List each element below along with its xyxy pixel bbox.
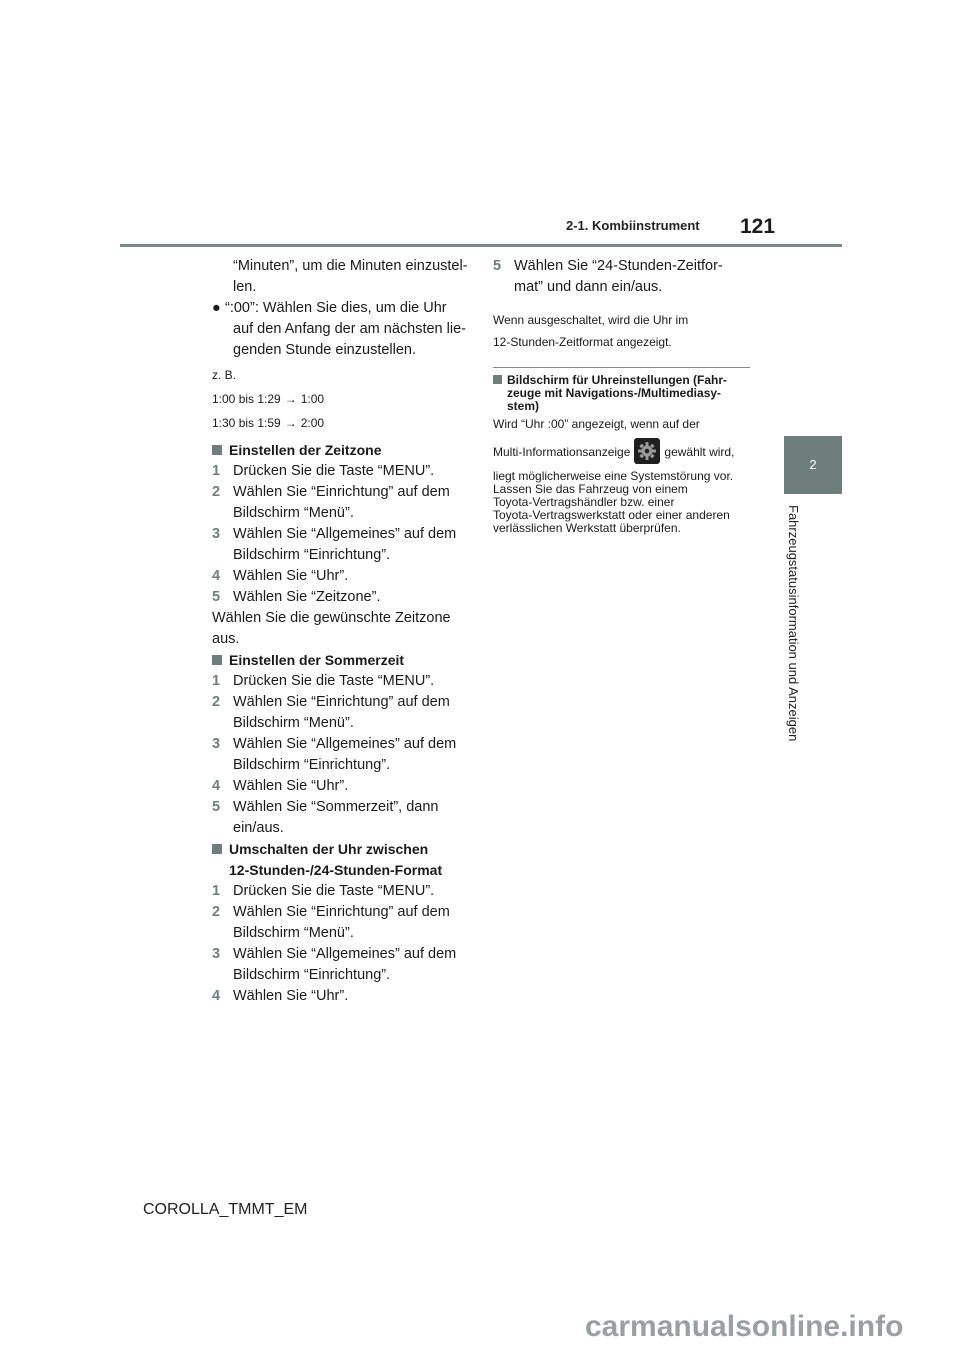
step: 2 Wählen Sie “Einrichtung” auf dem bbox=[212, 484, 450, 500]
step: 3 Wählen Sie “Allgemeines” auf dem bbox=[212, 736, 457, 752]
gear-icon bbox=[634, 438, 660, 464]
info-text: Multi-Informationsanzeige gewählt wird, bbox=[493, 439, 753, 466]
example-label: z. B. bbox=[212, 368, 237, 382]
step-line: Bildschirm “Menü”. bbox=[233, 925, 354, 941]
info-text: Wird “Uhr :00” angezeigt, wenn auf der bbox=[493, 417, 700, 431]
chapter-number: 2 bbox=[809, 457, 817, 472]
step-line: Bildschirm “Einrichtung”. bbox=[233, 757, 391, 773]
step: 1 Drücken Sie die Taste “MENU”. bbox=[212, 883, 435, 899]
left-column bbox=[212, 256, 482, 1007]
step-line: Bildschirm “Einrichtung”. bbox=[233, 547, 391, 563]
step-line: Bildschirm “Menü”. bbox=[233, 505, 354, 521]
step: 4 Wählen Sie “Uhr”. bbox=[212, 988, 349, 1004]
step: 4 Wählen Sie “Uhr”. bbox=[212, 568, 349, 584]
example-row: 1:00 bis 1:29 → 1:00 bbox=[212, 392, 325, 406]
bullet-item: ● “:00”: Wählen Sie dies, um die Uhr bbox=[212, 298, 482, 319]
page-number: 121 bbox=[740, 215, 776, 238]
info-box-title-line: stem) bbox=[507, 399, 540, 413]
step: 3 Wählen Sie “Allgemeines” auf dem bbox=[212, 526, 457, 542]
step: 4 Wählen Sie “Uhr”. bbox=[212, 778, 349, 794]
info-box bbox=[493, 374, 753, 535]
section-heading: Einstellen der Sommerzeit bbox=[212, 650, 482, 671]
square-bullet-icon bbox=[212, 655, 222, 665]
info-text: Toyota-Vertragswerkstatt oder einer anderen bbox=[493, 507, 730, 522]
arrow-right-icon: → bbox=[284, 392, 297, 406]
step-line: Bildschirm “Menü”. bbox=[233, 715, 354, 731]
model-code: COROLLA_TMMT_EM bbox=[143, 1201, 308, 1218]
intro-line: “Minuten”, um die Minuten einzustel- bbox=[233, 258, 468, 274]
example-row: 1:30 bis 1:59 → 2:00 bbox=[212, 416, 325, 430]
bullet-line: auf den Anfang der am nächsten lie- bbox=[233, 321, 466, 337]
info-text: liegt möglicherweise eine Systemstörung vor. bbox=[493, 468, 734, 483]
step: 2 Wählen Sie “Einrichtung” auf dem bbox=[212, 694, 450, 710]
step-line: Bildschirm “Einrichtung”. bbox=[233, 967, 391, 983]
chapter-title: Fahrzeugstatusinformation und Anzeigen bbox=[786, 505, 801, 742]
note-line: aus. bbox=[212, 631, 240, 647]
section-heading: Einstellen der Zeitzone bbox=[212, 440, 482, 461]
section-heading: Umschalten der Uhr zwischen bbox=[212, 839, 482, 860]
info-box-title: Bildschirm für Uhreinstellungen (Fahr- bbox=[493, 374, 753, 387]
step: 5 Wählen Sie “Zeitzone”. bbox=[212, 589, 381, 605]
section-title: 2-1. Kombiinstrument bbox=[566, 218, 700, 233]
box-divider bbox=[493, 367, 750, 368]
step: 1 Drücken Sie die Taste “MENU”. bbox=[212, 673, 435, 689]
intro-line: len. bbox=[233, 279, 257, 295]
step: 1 Drücken Sie die Taste “MENU”. bbox=[212, 463, 435, 479]
watermark: carmanualsonline.info bbox=[585, 1310, 904, 1343]
bullet-line: genden Stunde einzustellen. bbox=[233, 342, 417, 358]
bullet-dot-icon: ● bbox=[212, 300, 221, 316]
header-rule bbox=[120, 244, 842, 247]
step: 2 Wählen Sie “Einrichtung” auf dem bbox=[212, 904, 450, 920]
square-bullet-icon bbox=[212, 445, 222, 455]
info-text: verlässlichen Werkstatt überprüfen. bbox=[493, 520, 681, 535]
step: 5 Wählen Sie “24-Stunden-Zeitfor- bbox=[493, 258, 723, 274]
note-line: 12-Stunden-Zeitformat angezeigt. bbox=[493, 335, 672, 349]
note-line: Wählen Sie die gewünschte Zeitzone bbox=[212, 610, 451, 626]
square-bullet-icon bbox=[493, 375, 502, 384]
section-heading-line: 12-Stunden-/24-Stunden-Format bbox=[229, 862, 443, 878]
arrow-right-icon: → bbox=[284, 416, 297, 430]
note-line: Wenn ausgeschaltet, wird die Uhr im bbox=[493, 313, 689, 327]
chapter-tab bbox=[784, 436, 842, 494]
info-text: Toyota-Vertragshändler bzw. einer bbox=[493, 494, 675, 509]
step-line: mat” und dann ein/aus. bbox=[514, 279, 663, 295]
square-bullet-icon bbox=[212, 844, 222, 854]
right-column bbox=[493, 256, 753, 535]
info-text: Lassen Sie das Fahrzeug von einem bbox=[493, 481, 688, 496]
step-line: ein/aus. bbox=[233, 820, 284, 836]
info-box-title-line: zeuge mit Navigations-/Multimediasy- bbox=[507, 386, 722, 400]
step: 5 Wählen Sie “Sommerzeit”, dann bbox=[212, 799, 439, 815]
step: 3 Wählen Sie “Allgemeines” auf dem bbox=[212, 946, 457, 962]
